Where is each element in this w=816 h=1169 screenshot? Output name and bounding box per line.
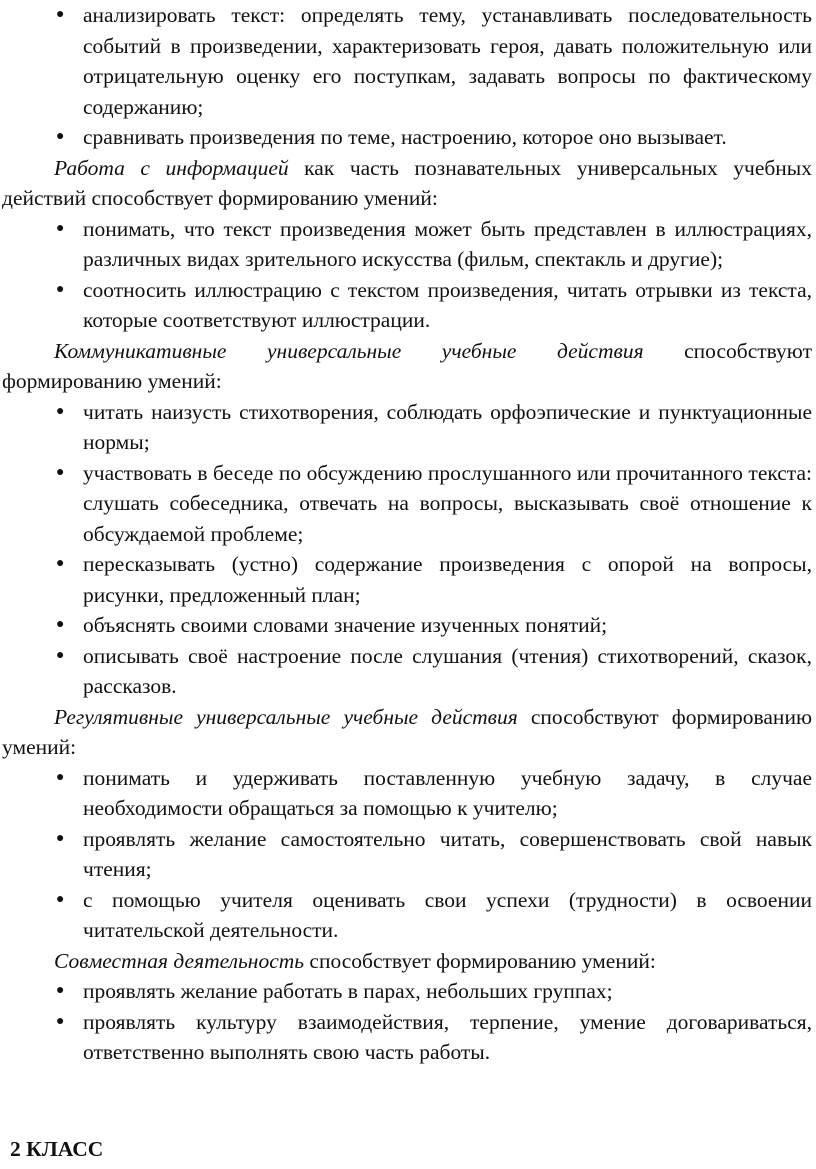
bullet-icon: ● (56, 891, 65, 907)
list-item: ● читать наизусть стихотворения, соблюдать орфоэпические и пунктуационные нормы; (0, 397, 816, 458)
list-item: ● описывать своё настроение после слушания (чтения) стихотворений, сказок, рассказов. (0, 641, 816, 702)
bullet-icon: ● (56, 830, 65, 846)
bullet-icon: ● (56, 403, 65, 419)
bullet-icon: ● (56, 1013, 65, 1029)
paragraph (0, 153, 816, 214)
bullet-list (0, 763, 816, 946)
list-item: ● проявлять желание работать в парах, небольших группах; (0, 976, 816, 1007)
paragraph-text: способствует формированию умений: (304, 948, 656, 973)
list-item: ● с помощью учителя оценивать свои успехи (трудности) в освоении читательской деятельности. (0, 885, 816, 946)
bullet-list (0, 214, 816, 336)
paragraph (0, 702, 816, 763)
list-item: ● анализировать текст: определять тему, устанавливать последовательность событий в произведении, характеризовать героя, давать положительную или отрицательную оценку его поступкам, задавать вопросы по фактическому содержанию; (0, 0, 816, 122)
list-item: ● сравнивать произведения по теме, настроению, которое оно вызывает. (0, 122, 816, 153)
bullet-icon: ● (56, 983, 65, 998)
bullet-icon: ● (56, 647, 65, 663)
list-item: ● понимать, что текст произведения может быть представлен в иллюстрациях, различных видах зрительного искусства (фильм, спектакль и другие); (0, 214, 816, 275)
paragraph-text: способствуют формированию умений: (2, 338, 812, 393)
list-item: ● участвовать в беседе по обсуждению прослушанного или прочитанного текста: слушать собеседника, отвечать на вопросы, высказывать своё отношение к обсуждаемой проблеме; (0, 458, 816, 550)
paragraph-italic-lead: Регулятивные универсальные учебные действия (54, 704, 518, 729)
paragraph-italic-lead: Работа с информацией (54, 155, 289, 180)
paragraph-text: как часть познавательных универсальных учебных действий способствует формированию умений: (2, 155, 813, 210)
bullet-icon: ● (56, 220, 65, 236)
bullet-list (0, 976, 816, 1068)
bullet-icon: ● (56, 617, 65, 632)
paragraph-italic-lead: Совместная деятельность (54, 948, 305, 973)
bullet-icon: ● (56, 281, 65, 297)
list-item: ● проявлять культуру взаимодействия, терпение, умение договариваться, ответственно выполнять свою часть работы. (0, 1007, 816, 1068)
list-item: ● понимать и удерживать поставленную учебную задачу, в случае необходимости обращаться за помощью к учителю; (0, 763, 816, 824)
bullet-icon: ● (56, 556, 65, 571)
section-heading: 2 КЛАСС (10, 1137, 104, 1161)
paragraph-text: способствуют формированию умений: (2, 704, 813, 759)
list-item: ● проявлять желание самостоятельно читать, совершенствовать свой навык чтения; (0, 824, 816, 885)
paragraph (0, 946, 816, 977)
bullet-list (0, 397, 816, 702)
bullet-icon: ● (56, 7, 65, 22)
bullet-list (0, 0, 816, 153)
list-item: ● соотносить иллюстрацию с текстом произведения, читать отрывки из текста, которые соответствуют иллюстрации. (0, 275, 816, 336)
paragraph-italic-lead: Коммуникативные универсальные учебные действия (54, 338, 644, 363)
paragraph (0, 336, 816, 397)
bullet-icon: ● (56, 464, 65, 480)
bullet-icon: ● (56, 129, 65, 144)
list-item: ● пересказывать (устно) содержание произведения с опорой на вопросы, рисунки, предложенный план; (0, 549, 816, 610)
bullet-icon: ● (56, 769, 65, 785)
list-item: ● объяснять своими словами значение изученных понятий; (0, 610, 816, 641)
